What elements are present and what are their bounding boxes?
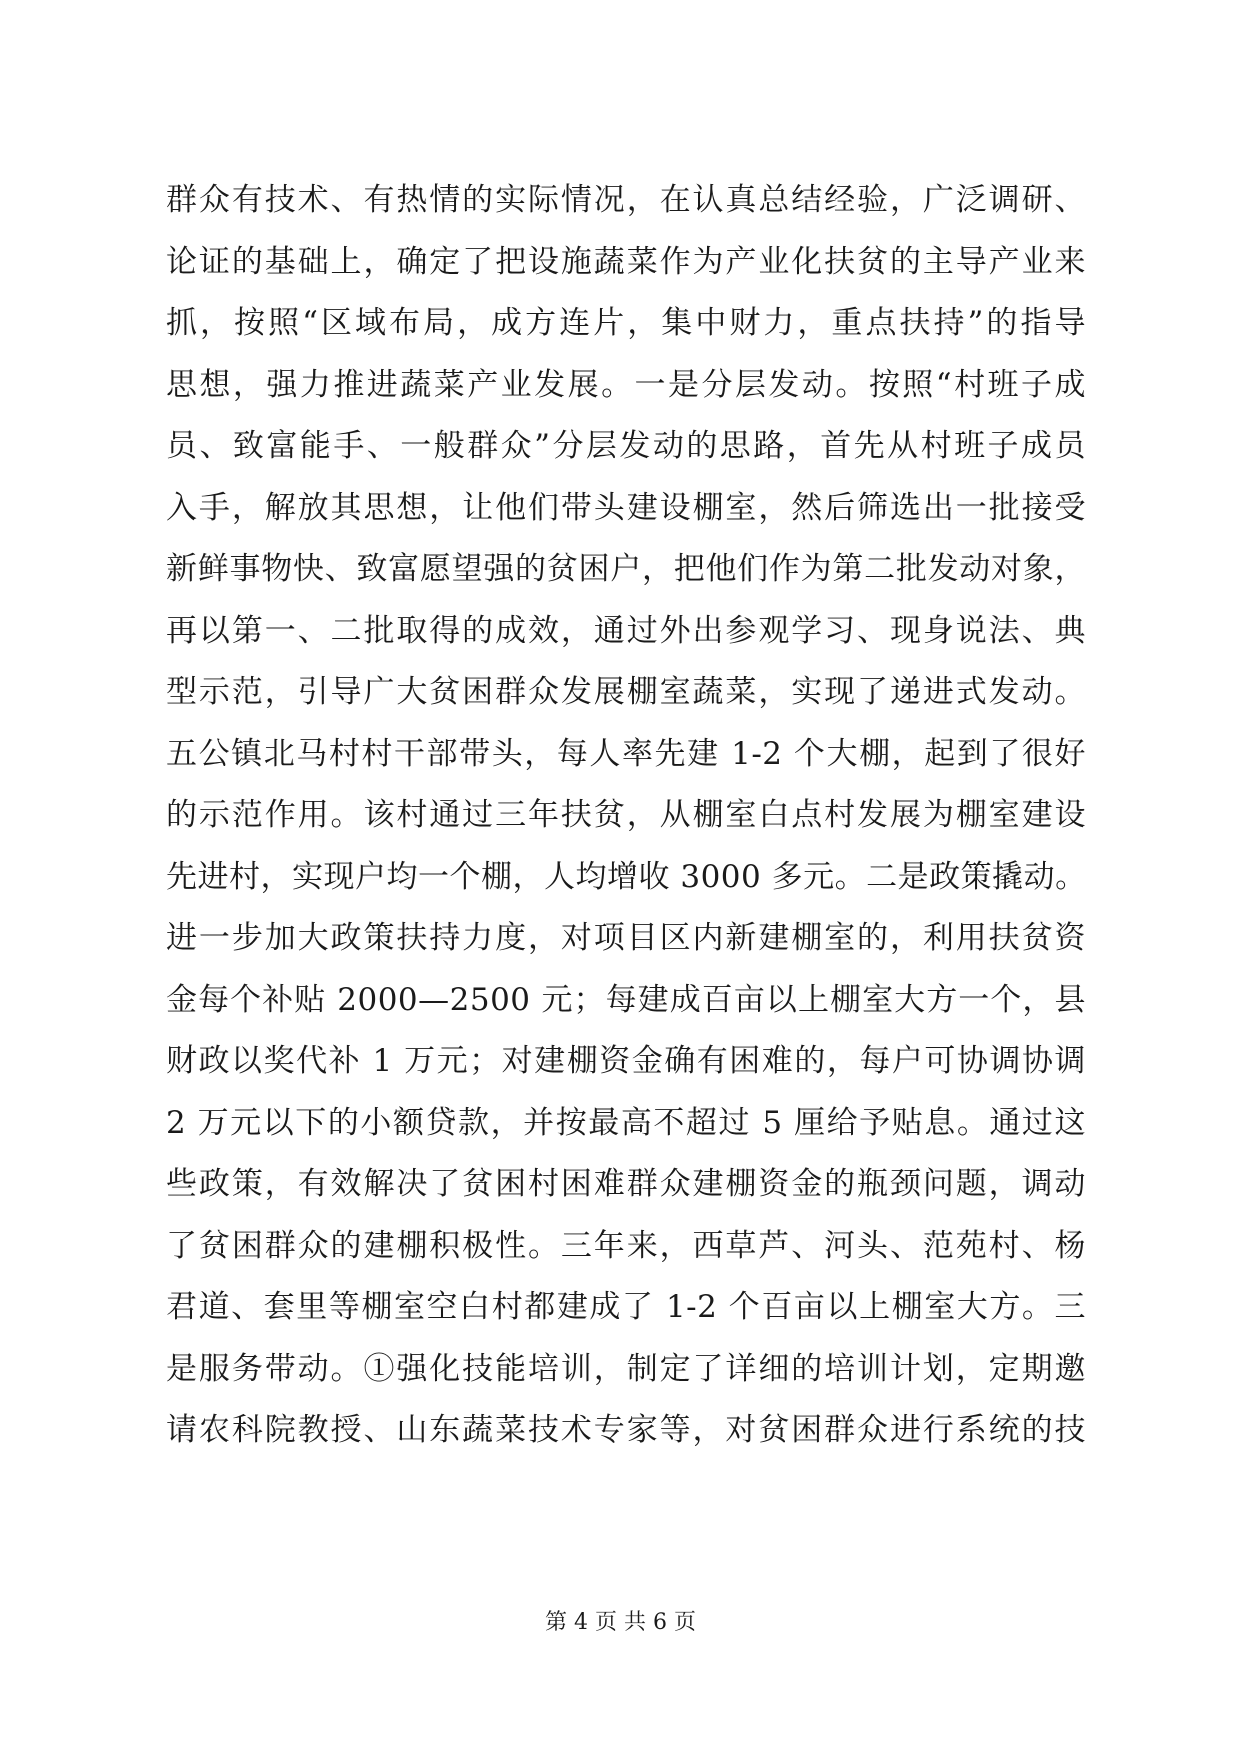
text-line: 君道、套里等棚室空白村都建成了 1-2 个百亩以上棚室大方。三	[166, 1289, 1086, 1325]
text-line: 财政以奖代补 1 万元；对建棚资金确有困难的，每户可协调协调	[166, 1043, 1086, 1079]
body-text	[166, 170, 1086, 1462]
text-line: 群众有技术、有热情的实际情况，在认真总结经验，广泛调研、	[166, 182, 1086, 218]
text-line: 进一步加大政策扶持力度，对项目区内新建棚室的，利用扶贫资	[166, 920, 1086, 956]
text-line: 些政策，有效解决了贫困村困难群众建棚资金的瓶颈问题，调动	[166, 1166, 1086, 1202]
text-line: 论证的基础上，确定了把设施蔬菜作为产业化扶贫的主导产业来	[166, 243, 1086, 280]
text-line: 的示范作用。该村通过三年扶贫，从棚室白点村发展为棚室建设	[166, 797, 1086, 833]
text-line: 新鲜事物快、致富愿望强的贫困户，把他们作为第二批发动对象，	[166, 551, 1086, 587]
text-line: 2 万元以下的小额贷款，并按最高不超过 5 厘给予贴息。通过这	[166, 1104, 1086, 1141]
text-line: 了贫困群众的建棚积极性。三年来，西草芦、河头、范苑村、杨	[166, 1227, 1086, 1264]
text-line: 请农科院教授、山东蔬菜技术专家等，对贫困群众进行系统的技	[166, 1412, 1086, 1448]
page-footer: 第 4 页 共 6 页	[545, 1610, 696, 1635]
text-line: 是服务带动。①强化技能培训，制定了详细的培训计划，定期邀	[166, 1350, 1086, 1387]
text-line: 先进村，实现户均一个棚，人均增收 3000 多元。二是政策撬动。	[166, 858, 1087, 895]
text-line: 入手，解放其思想，让他们带头建设棚室，然后筛选出一批接受	[166, 489, 1086, 526]
text-line: 再以第一、二批取得的成效，通过外出参观学习、现身说法、典	[166, 612, 1086, 649]
text-line: 抓，按照“区域布局，成方连片，集中财力，重点扶持”的指导	[166, 305, 1086, 341]
text-line: 型示范，引导广大贫困群众发展棚室蔬菜，实现了递进式发动。	[166, 674, 1086, 710]
text-line: 金每个补贴 2000—2500 元；每建成百亩以上棚室大方一个，县	[166, 981, 1086, 1018]
text-line: 思想，强力推进蔬菜产业发展。一是分层发动。按照“村班子成	[166, 366, 1086, 403]
text-line: 五公镇北马村村干部带头，每人率先建 1-2 个大棚，起到了很好	[166, 735, 1086, 772]
text-line: 员、致富能手、一般群众”分层发动的思路，首先从村班子成员	[166, 428, 1086, 464]
